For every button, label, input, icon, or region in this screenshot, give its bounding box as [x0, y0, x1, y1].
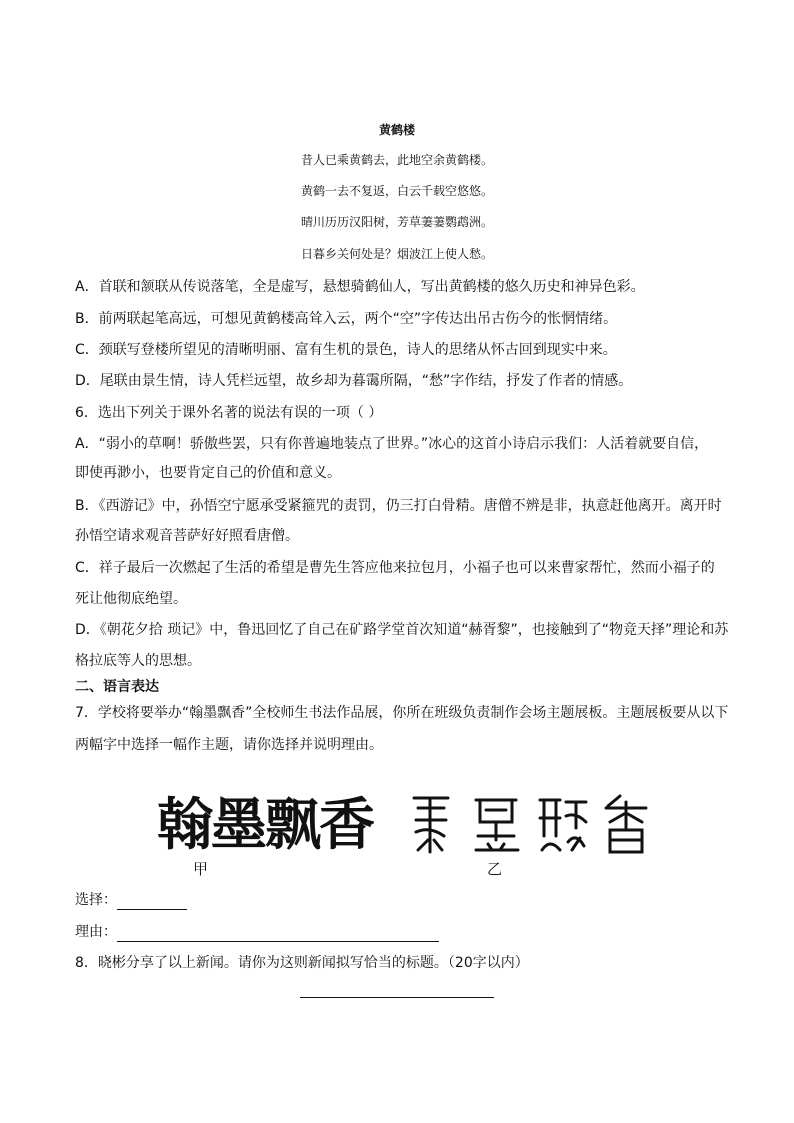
q6-line: A．“弱小的草啊！骄傲些罢，只有你普遍地装点了世界。”冰心的这首小诗启示我们：人活着就要自信， — [75, 436, 709, 452]
choice-label: 选择： — [75, 892, 117, 908]
calligraphy-a-image — [140, 782, 390, 862]
q5-option-d: D．尾联由景生情，诗人凭栏远望，故乡却为暮霭所隔，“愁”字作结，抒发了作者的情感。 — [75, 373, 633, 389]
reason-row — [75, 922, 439, 942]
q8-answer-blank[interactable] — [300, 996, 494, 998]
q7-line: 7．学校将要举办“翰墨飘香”全校师生书法作品展，你所在班级负责制作会场主题展板。主题展板要从以下 — [75, 705, 729, 721]
poem-title: 黄鹤楼 — [378, 123, 415, 137]
q6-stem: 6．选出下列关于课外名著的说法有误的一项（ ） — [75, 405, 383, 421]
poem-line: 昔人已乘黄鹤去，此地空余黄鹤楼。 — [300, 153, 493, 167]
section-heading: 二、语言表达 — [75, 679, 159, 695]
q7-line: 两幅字中选择一幅作主题，请你选择并说明理由。 — [75, 737, 383, 753]
q5-option-c: C．颈联写登楼所望见的清晰明丽、富有生机的景色，诗人的思绪从怀古回到现实中来。 — [75, 342, 617, 358]
calligraphy-a-text: 翰墨飘香 — [157, 792, 373, 858]
calligraphy-b-label: 乙 — [487, 860, 503, 878]
q6-line: D．《朝花夕拾 琐记》中，鲁迅回忆了自己在矿路学堂首次知道“赫胥黎”，也接触到了“物竞天择”理论和苏 — [75, 622, 729, 638]
poem-line: 晴川历历汉阳树，芳草萋萋鹦鹉洲。 — [300, 215, 493, 229]
poem-line: 日暮乡关何处是？烟波江上使人愁。 — [300, 247, 493, 261]
q6-line: 格拉底等人的思想。 — [75, 653, 201, 669]
q6-line: 死让他彻底绝望。 — [75, 591, 187, 607]
q6-line: 即使再渺小，也要肯定自己的价值和意义。 — [75, 465, 341, 481]
q8-stem: 8．晓彬分享了以上新闻。请你为这则新闻拟写恰当的标题。（20字以内） — [75, 955, 529, 971]
q5-option-a: A．首联和颔联从传说落笔，全是虚写，悬想骑鹤仙人，写出黄鹤楼的悠久历史和神异色彩。 — [75, 279, 645, 295]
choice-blank[interactable] — [117, 893, 187, 910]
reason-label: 理由： — [75, 924, 117, 940]
calligraphy-a-label: 甲 — [193, 860, 209, 878]
choice-row — [75, 890, 187, 910]
q6-line: C．祥子最后一次燃起了生活的希望是曹先生答应他来拉包月，小福子也可以来曹家帮忙，然而小福子的 — [75, 560, 715, 576]
poem-line: 黄鹤一去不复返，白云千载空悠悠。 — [300, 184, 493, 198]
q6-line: B．《西游记》中，孙悟空宁愿承受紧箍咒的责罚，仍三打白骨精。唐僧不辨是非，执意赶他离开。离开时 — [75, 498, 722, 514]
calligraphy-b-image — [400, 782, 660, 862]
q6-line: 孙悟空请求观音菩萨好好照看唐僧。 — [75, 528, 299, 544]
reason-blank[interactable] — [117, 925, 439, 942]
q5-option-b: B．前两联起笔高远，可想见黄鹤楼高耸入云，两个“空”字传达出吊古伤今的怅惘情绪。 — [75, 311, 618, 327]
